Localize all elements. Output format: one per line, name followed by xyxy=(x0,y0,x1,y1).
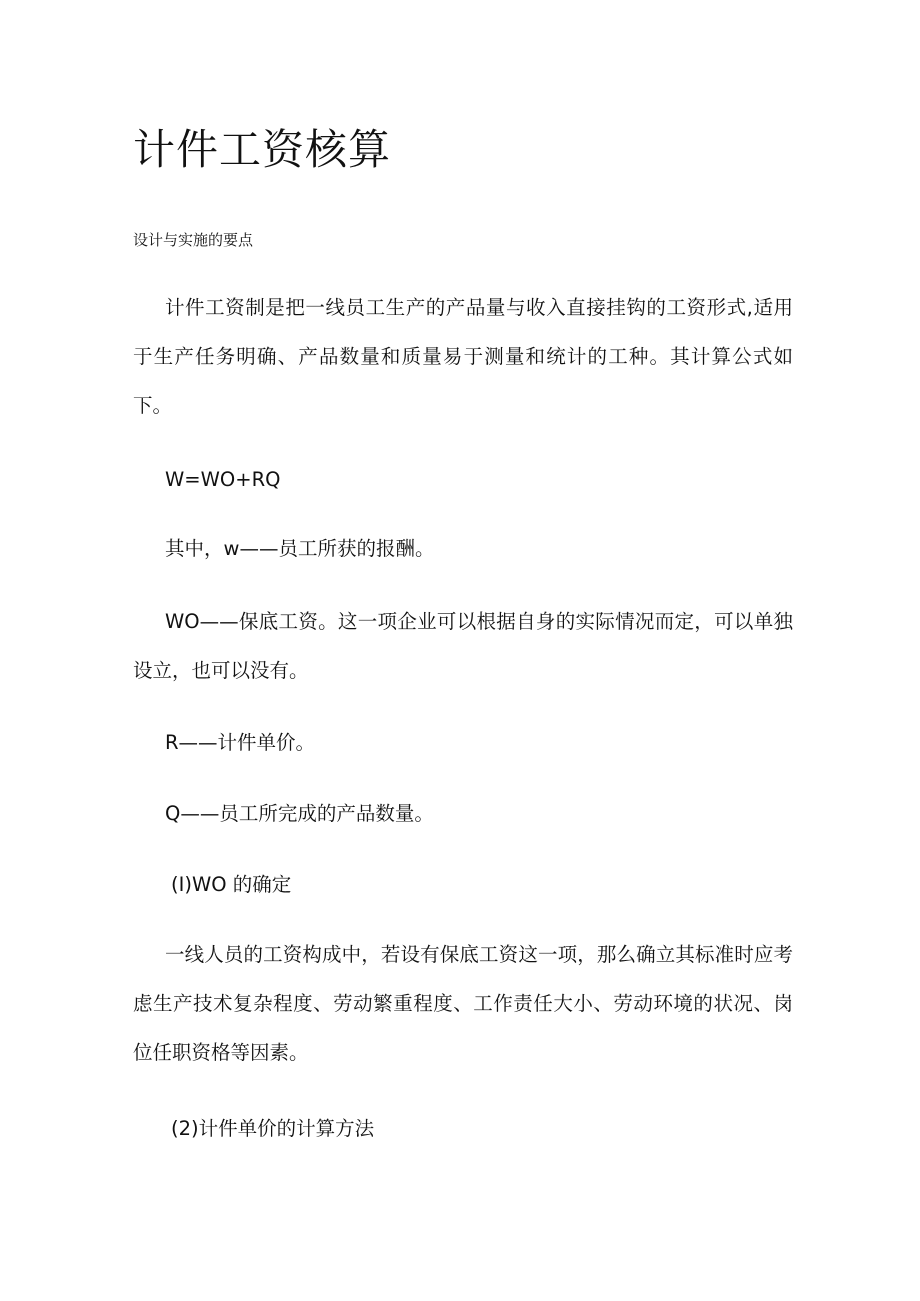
paragraph-section-1-heading: (I)WO 的确定 xyxy=(171,873,292,896)
paragraph-q-definition: Q——员工所完成的产品数量。 xyxy=(165,802,434,825)
paragraph-wo-definition: WO——保底工资。这一项企业可以根据自身的实际情况而定，可以单独设立，也可以没有。 xyxy=(133,610,793,682)
paragraph-formula: W=WO+RQ xyxy=(165,468,281,491)
paragraph-wo-determination: 一线人员的工资构成中，若设有保底工资这一项，那么确立其标准时应考虑生产技术复杂程度、劳动繁重程度、工作责任大小、劳动环境的状况、岗位任职资格等因素。 xyxy=(133,943,793,1064)
paragraph-w-definition: 其中，w——员工所获的报酬。 xyxy=(165,537,435,560)
document-title: 计件工资核算 xyxy=(133,125,392,174)
paragraph-section-2-heading: (2)计件单价的计算方法 xyxy=(171,1117,375,1140)
document-subtitle: 设计与实施的要点 xyxy=(133,231,254,249)
paragraph-r-definition: R——计件单价。 xyxy=(165,731,316,754)
paragraph-intro: 计件工资制是把一线员工生产的产品量与收入直接挂钩的工资形式,适用于生产任务明确、产品数量和质量易于测量和统计的工种。其计算公式如下。 xyxy=(133,296,793,417)
